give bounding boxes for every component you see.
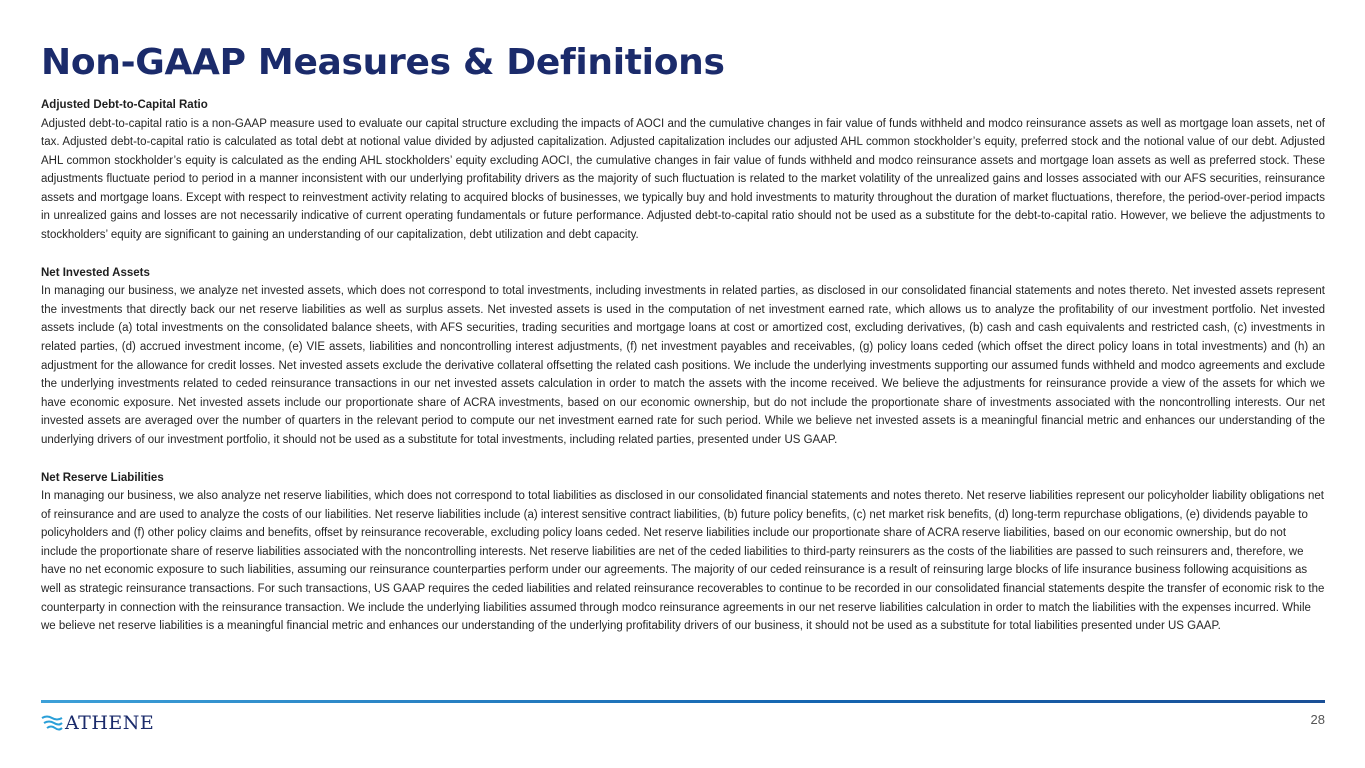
definitions-content [41, 96, 1325, 655]
page-title: Non-GAAP Measures & Definitions [41, 42, 725, 83]
logo-text: ATHENE [65, 712, 155, 734]
section-net-reserve-liabilities [41, 469, 1325, 636]
section-adjusted-debt-to-capital [41, 96, 1325, 245]
section-body: In managing our business, we also analyze net reserve liabilities, which does not correspond to total liabilities as disclosed in our consolidated financial statements and notes thereto. Net reserve liabilities represent our policyholder liability obligations net of reinsurance and are used to analyze the costs of our liabilities. Net reserve liabilities include (a) interest sensitive contract liabilities, (b) future policy benefits, (c) net market risk benefits, (d) long-term repurchase obligations, (e) dividends payable to policyholders and (f) other policy claims and benefits, offset by reinsurance recoverable, excluding policy loans ceded. Net reserve liabilities include our proportionate share of ACRA reserve liabilities, based on our economic ownership, but do not include the proportionate share of reserve liabilities associated with the noncontrolling interests. Net reserve liabilities are net of the ceded liabilities to third-party reinsurers as the costs of the liabilities are passed to such reinsurers and, therefore, we have no net economic exposure to such liabilities, assuming our reinsurance counterparties perform under our agreements. The majority of our ceded reinsurance is a result of reinsuring large blocks of life insurance business following acquisitions as well as strategic reinsurance transactions. For such transactions, US GAAP requires the ceded liabilities and related reinsurance recoverables to continue to be recorded in our consolidated financial statements despite the transfer of economic risk to the counterparty in connection with the reinsurance transaction. We include the underlying liabilities assumed through modco reinsurance agreements in our net reserve liabilities calculation in order to match the liabilities with the expenses incurred. While we believe net reserve liabilities is a meaningful financial metric and enhances our understanding of the underlying profitability drivers of our business, it should not be used as a substitute for total liabilities presented under US GAAP. [41, 490, 1325, 633]
section-heading: Adjusted Debt-to-Capital Ratio [41, 99, 208, 111]
section-heading: Net Invested Assets [41, 266, 150, 279]
athene-wave-icon [41, 715, 63, 731]
section-heading: Net Reserve Liabilities [41, 471, 164, 484]
athene-logo [41, 712, 154, 734]
footer-divider [41, 700, 1325, 703]
section-body: In managing our business, we analyze net invested assets, which does not correspond to total investments, including investments in related parties, as disclosed in our consolidated financial statements and notes thereto. Net invested assets represent the investments that directly back our net reserve liabilities as well as surplus assets. Net invested assets is used in the computation of net investment earned rate, which allows us to analyze the profitability of our investment portfolio. Net invested assets include (a) total investments on the consolidated balance sheets, with AFS securities, trading securities and mortgage loans at cost or amortized cost, excluding derivatives, (b) cash and cash equivalents and restricted cash, (c) investments in related parties, (d) accrued investment income, (e) VIE assets, liabilities and noncontrolling interest adjustments, (f) net investment payables and receivables, (g) policy loans ceded (which offset the direct policy loans in total investments) and (h) an adjustment for the allowance for credit losses. Net invested assets exclude the derivative collateral offsetting the related cash positions. We include the underlying investments supporting our assumed funds withheld and modco agreements and exclude the underlying investments related to ceded reinsurance transactions in our net invested assets calculation in order to match the assets with the income received. We believe the adjustments for reinsurance provide a view of the assets for which we have economic exposure. Net invested assets include our proportionate share of ACRA investments, based on our economic ownership, but do not include the proportionate share of investments associated with the noncontrolling interests. Our net invested assets are averaged over the number of quarters in the relevant period to compute our net investment earned rate for such period. While we believe net invested assets is a meaningful financial metric and enhances our understanding of the underlying drivers of our investment portfolio, it should not be used as a substitute for total investments, including related parties, presented under US GAAP. [41, 285, 1325, 446]
section-body: Adjusted debt-to-capital ratio is a non-GAAP measure used to evaluate our capital structure excluding the impacts of AOCI and the cumulative changes in fair value of funds withheld and modco reinsurance assets as well as mortgage loan assets, net of tax. Adjusted debt-to-capital ratio is calculated as total debt at notional value divided by adjusted capitalization. Adjusted capitalization includes our adjusted AHL common stockholder’s equity, preferred stock and the notional value of our debt. Adjusted AHL common stockholder’s equity is calculated as the ending AHL stockholders’ equity excluding AOCI, the cumulative changes in fair value of funds withheld and modco reinsurance assets and mortgage loan assets as well as preferred stock. These adjustments fluctuate period to period in a manner inconsistent with our underlying profitability drivers as the majority of such fluctuation is related to the market volatility of the unrealized gains and losses associated with our AFS securities, reinsurance assets and mortgage loans. Except with respect to reinvestment activity relating to acquired blocks of businesses, we typically buy and hold investments to maturity throughout the duration of market fluctuations, therefore, the period-over-period impacts in unrealized gains and losses are not necessarily indicative of current operating fundamentals or future performance. Adjusted debt-to-capital ratio should not be used as a substitute for the debt-to-capital ratio. However, we believe the adjustments to stockholders’ equity are significant to gaining an understanding of our capitalization, debt utilization and debt capacity. [41, 117, 1325, 242]
page-number: 28 [1310, 712, 1325, 727]
section-net-invested-assets [41, 264, 1325, 450]
